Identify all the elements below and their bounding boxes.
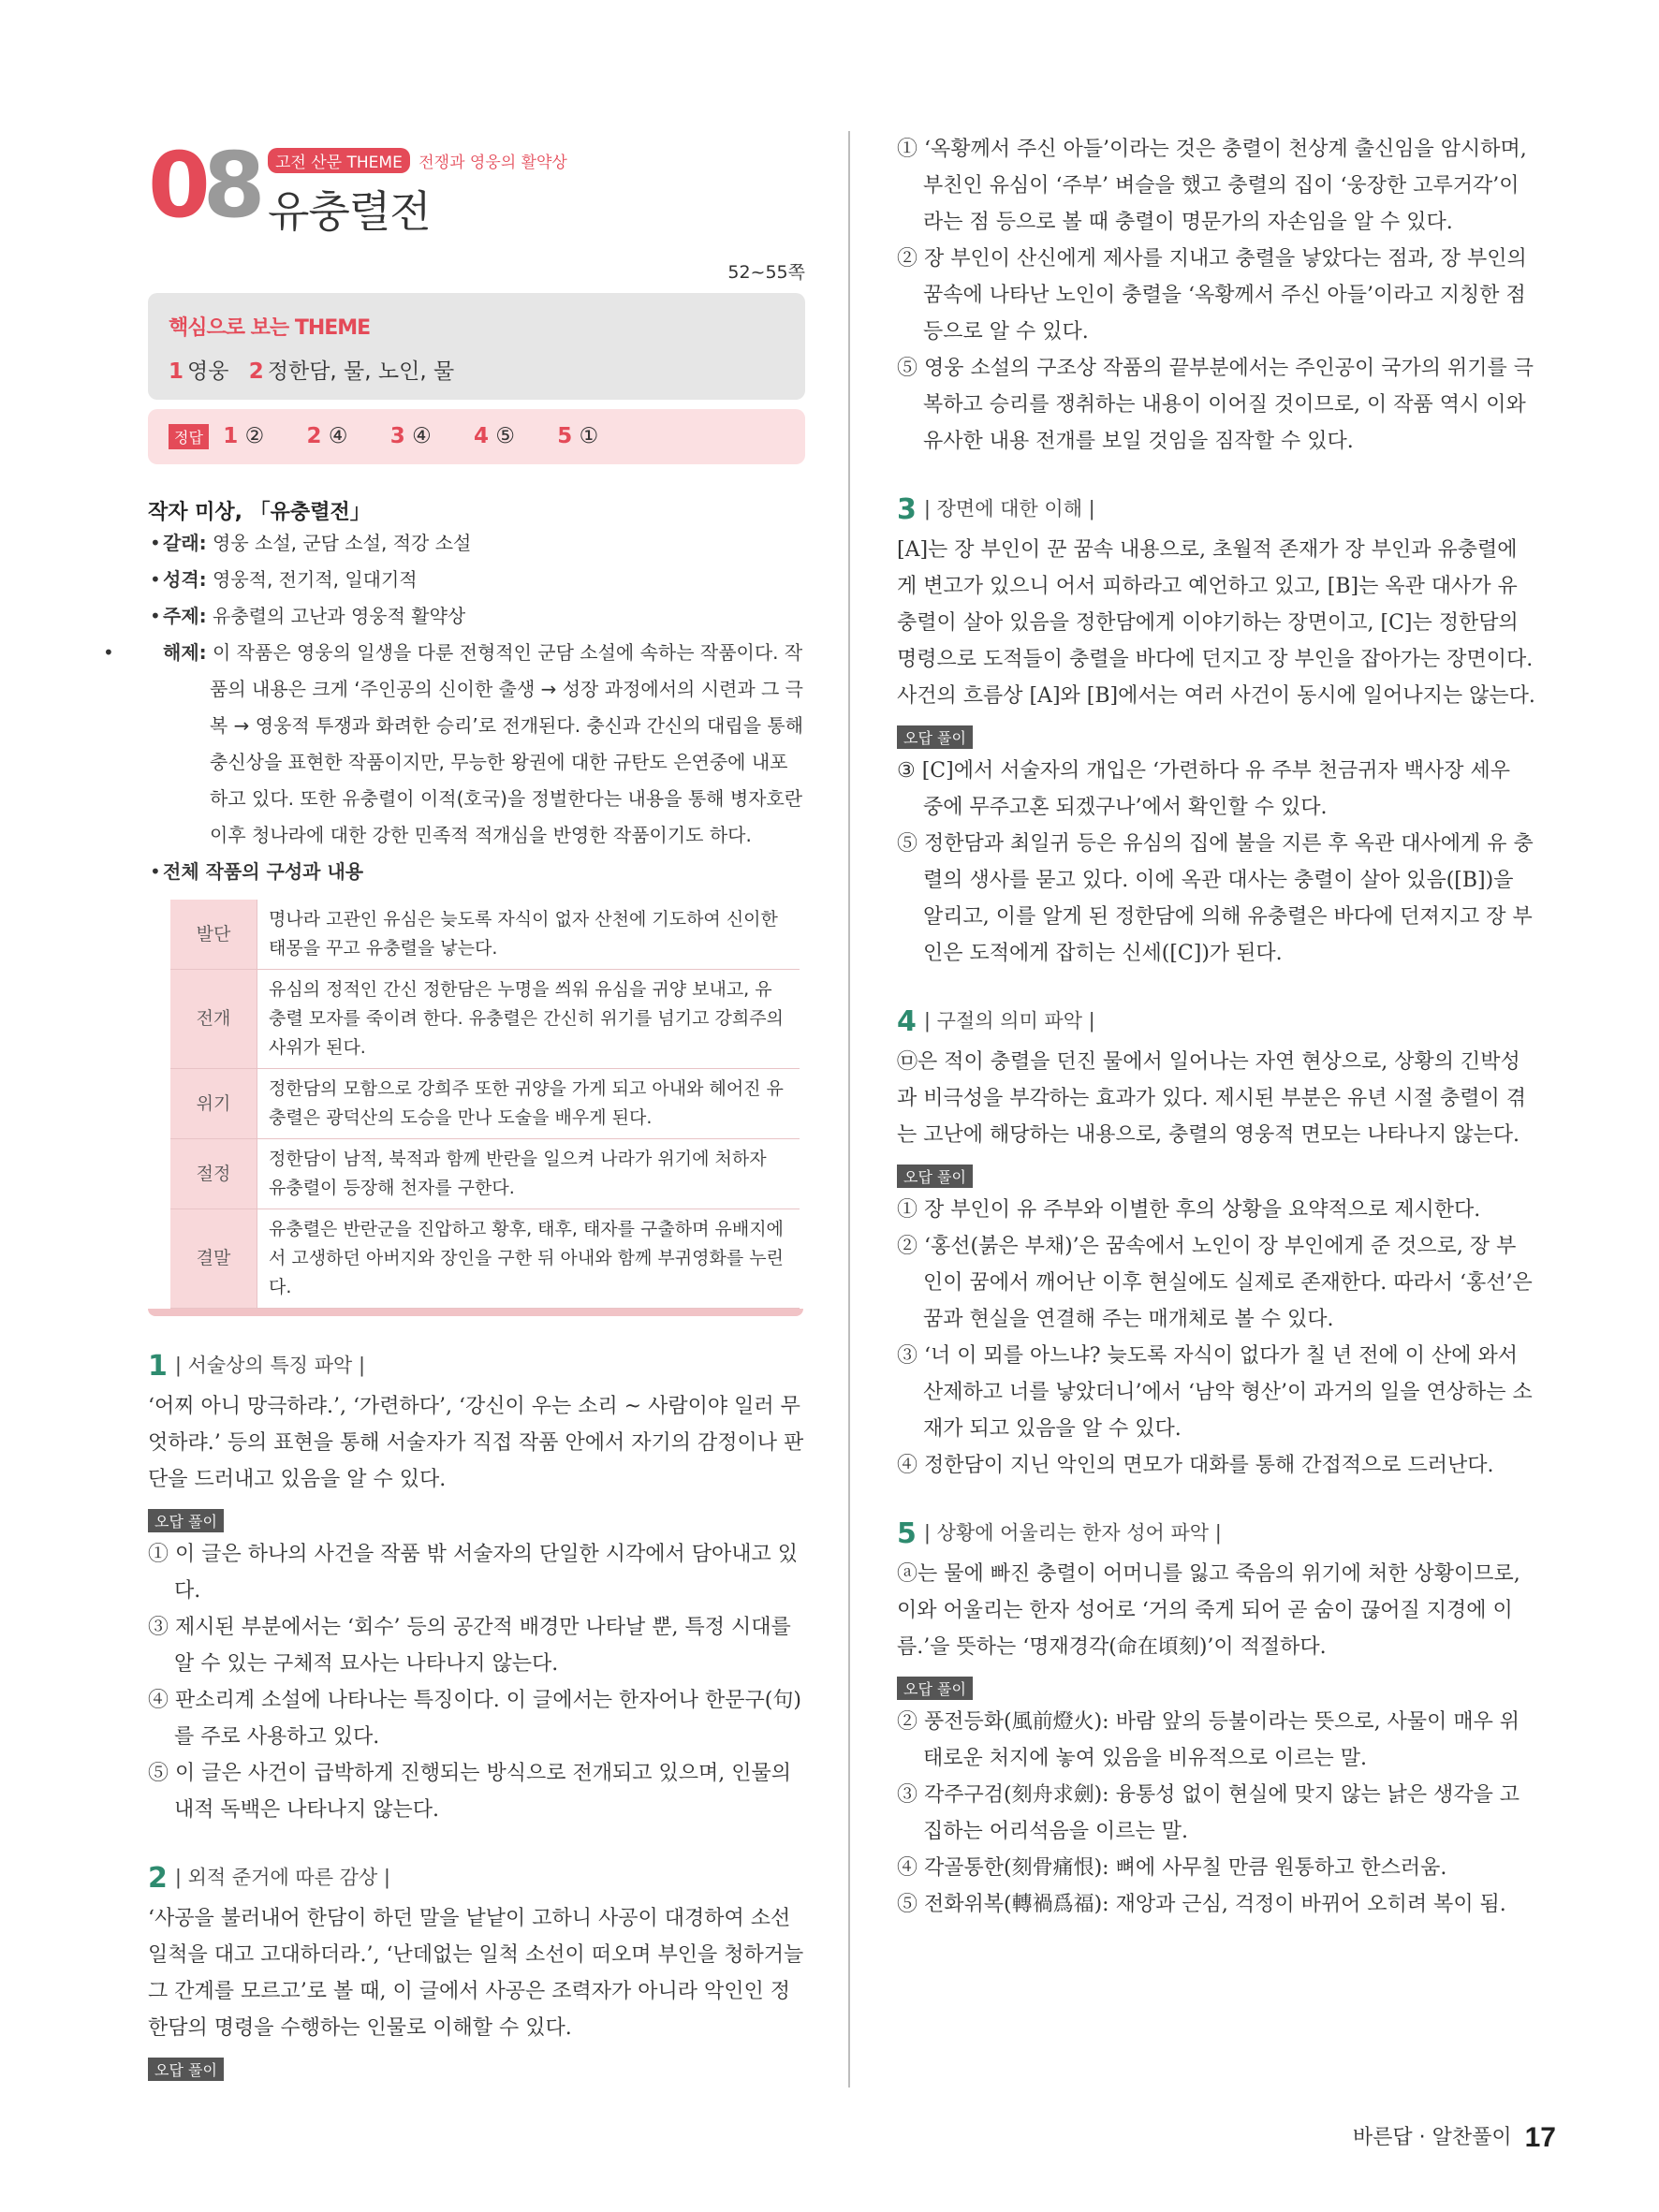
key-item-number: 2 [248,359,264,384]
work-title: 작자 미상, 「유충렬전」 [148,501,371,524]
answer-label: 정답 [169,424,209,449]
answer-item: 4 ⑤ [474,424,515,448]
answer-item: 2 ④ [306,424,348,448]
key-item-number: 1 [169,359,184,384]
wrong-answer-tag: 오답 풀이 [148,2058,224,2081]
key-theme-items [169,354,785,385]
option-explanation: ④ 판소리계 소설에 나타나는 특징이다. 이 글에서는 한자어나 한문구(句)를 주로 사용하고 있다. [148,1689,801,1749]
theme-line: • 주제: 유충렬의 고난과 영웅적 활약상 [148,598,805,635]
question-explanation: [A]는 장 부인이 꾼 꿈속 내용으로, 초월적 존재가 장 부인과 유충렬에게 변고가 있으니 어서 피하라고 예언하고 있고, [B]는 옥관 대사가 유충렬이 살아 있음을 정한담에게 이야기하는 장면이고, [C]는 정한담의 명령으로 도적들이 충렬을 바다에 던지고 장 부인을 잡아가는 장면이다. 사건의 흐름상 [A]와 [B]에서는 여러 사건이 동시에 일어나지는 않는다. [897,538,1535,708]
option-explanation: ⑤ 영웅 소설의 구조상 작품의 끝부분에서는 주인공이 국가의 위기를 극복하고 승리를 쟁취하는 내용이 이어질 것이므로, 이 작품 역시 이와 유사한 내용 전개를 보일 것임을 짐작할 수 있다. [897,357,1534,453]
unit-header [148,133,805,253]
structure-table [170,900,800,1309]
option-explanation: ⑤ 이 글은 사건이 급박하게 진행되는 방식으로 전개되고 있으며, 인물의 내적 독백은 나타나지 않는다. [148,1762,791,1822]
page-range: 52~55쪽 [727,262,805,283]
table-row: 발단 명나라 고관인 유심은 늦도록 자식이 없자 산천에 기도하여 신이한 태몽을 꾸고 유충렬을 낳는다. [170,900,800,970]
question-4 [897,1005,1535,1484]
theme-label [268,148,567,173]
theme-text: 전쟁과 영웅의 활약상 [418,154,567,172]
question-5 [897,1517,1535,1923]
question-explanation: ‘사공을 불러내어 한담이 하던 말을 낱낱이 고하니 사공이 대경하여 소선 일척을 대고 고대하더라.’, ‘난데없는 일척 소선이 떠오며 부인을 청하거늘 그 간계를 모르고’로 볼 때, 이 글에서 사공은 조력자가 아니라 악인인 정한담의 명령을 수행하는 인물로 이해할 수 있다. [148,1907,804,2040]
key-item-text: 영웅 [187,359,229,384]
wrong-answer-tag: 오답 풀이 [897,725,973,749]
option-explanation: ② ‘홍선(붉은 부채)’은 꿈속에서 노인이 장 부인에게 준 것으로, 장 부인이 꿈에서 깨어난 이후 현실에도 실제로 존재한다. 따라서 ‘홍선’은 꿈과 현실을 연결해 주는 매개체로 볼 수 있다. [897,1235,1533,1331]
right-column [897,131,1535,1923]
wrong-answer-tag: 오답 풀이 [148,1509,224,1532]
option-explanation: ① 이 글은 하나의 사건을 작품 밖 서술자의 단일한 시각에서 담아내고 있다. [148,1543,798,1603]
option-explanation: ④ 각골통한(刻骨痛恨): 뼈에 사무칠 만큼 원통하고 한스러움. [897,1856,1447,1880]
option-explanation: ③ 각주구검(刻舟求劍): 융통성 없이 현실에 맞지 않는 낡은 생각을 고집하는 어리석음을 이르는 말. [897,1783,1520,1843]
option-explanation: ② 풍전등화(風前燈火): 바람 앞의 등불이라는 뜻으로, 사물이 매우 위태로운 처지에 놓여 있음을 비유적으로 이르는 말. [897,1710,1520,1770]
question-2 [148,1862,805,2085]
question-1 [148,1350,805,1828]
question-explanation: ‘어찌 아니 망극하랴.’, ‘가련하다’, ‘강신이 우는 소리 ~ 사람이야 일러 무엇하랴.’ 등의 표현을 통해 서술자가 직접 작품 안에서 자기의 감정이나 판단을 드러내고 있음을 알 수 있다. [148,1395,804,1491]
option-explanation: ⑤ 전화위복(轉禍爲福): 재앙과 근심, 걱정이 바뀌어 오히려 복이 됨. [897,1893,1506,1916]
question-heading: 3 | 장면에 대한 이해 | [897,493,1095,526]
option-explanation: ⑤ 정한담과 최일귀 등은 유심의 집에 불을 지른 후 옥관 대사에게 유 충렬의 생사를 묻고 있다. 이에 옥관 대사는 충렬이 살아 있음([B])을 알리고, 이를 알게 된 정한담에 의해 유충렬은 바다에 던져지고 장 부인은 도적에게 잡히는 신세([C])가 된다. [897,832,1534,965]
option-explanation: ② 장 부인이 산신에게 제사를 지내고 충렬을 낳았다는 점과, 장 부인의 꿈속에 나타난 노인이 충렬을 ‘옥황께서 주신 아들’이라고 지칭한 점 등으로 알 수 있다. [897,247,1527,344]
key-theme-heading: 핵심으로 보는 THEME [169,316,371,340]
page-footer [1353,2121,1556,2154]
page-number: 17 [1524,2122,1556,2153]
option-explanation: ③ [C]에서 서술자의 개입은 ‘가련하다 유 주부 천금귀자 백사장 세우 중에 무주고혼 되겠구나’에서 확인할 수 있다. [897,759,1510,819]
wrong-answer-tag: 오답 풀이 [897,1165,973,1188]
question-heading: 2 | 외적 준거에 따른 감상 | [148,1862,390,1895]
page-title: 유충렬전 [268,186,431,237]
table-bottom-bar [148,1309,803,1316]
key-theme-box [148,293,805,400]
left-column [148,133,805,2085]
question-explanation: ㉤은 적이 충렬을 던진 물에서 일어나는 자연 현상으로, 상황의 긴박성과 비극성을 부각하는 효과가 있다. 제시된 부분은 유년 시절 충렬이 겪는 고난에 해당하는 내용으로, 충렬의 영웅적 면모는 나타나지 않는다. [897,1050,1526,1147]
table-row: 절정 정한담이 남적, 북적과 함께 반란을 일으켜 나라가 위기에 처하자 유충렬이 등장해 천자를 구한다. [170,1139,800,1209]
nature-line: • 성격: 영웅적, 전기적, 일대기적 [148,562,805,598]
option-explanation: ③ ‘너 이 뫼를 아느냐? 늦도록 자식이 없다가 칠 년 전에 이 산에 와서 산제하고 너를 낳았더니’에서 ‘남악 형산’이 과거의 일을 연상하는 소재가 되고 있음을 알 수 있다. [897,1344,1533,1441]
genre-line: • 갈래: 영웅 소설, 군담 소설, 적강 소설 [148,525,805,562]
structure-heading: • 전체 작품의 구성과 내용 [148,854,805,890]
table-row: 결말 유충렬은 반란군을 진압하고 황후, 태후, 태자를 구출하며 유배지에서 고생하던 아버지와 장인을 구한 뒤 아내와 함께 부귀영화를 누린다. [170,1209,800,1309]
explain-line: • 해제: 이 작품은 영웅의 일생을 다룬 전형적인 군담 소설에 속하는 작품이다. 작품의 내용은 크게 ‘주인공의 신이한 출생 → 성장 과정에서의 시련과 그 극복 → 영웅적 투쟁과 화려한 승리’로 전개된다. 충신과 간신의 대립을 통해 충신상을 표현한 작품이지만, 무능한 왕권에 대한 규탄도 은연중에 내포하고 있다. 또한 유충렬이 이적(호국)을 정벌한다는 내용을 통해 병자호란 이후 청나라에 대한 강한 민족적 적개심을 반영한 작품이기도 하다. [148,635,805,854]
answer-item: 1 ② [223,424,265,448]
question-heading: 1 | 서술상의 특징 파악 | [148,1350,366,1383]
option-explanation: ① 장 부인이 유 주부와 이별한 후의 상황을 요약적으로 제시한다. [897,1198,1481,1222]
unit-number-first-digit: 0 [148,133,203,238]
theme-badge: 고전 산문 THEME [268,148,410,173]
option-explanation: ④ 정한담이 지닌 악인의 면모가 대화를 통해 간접적으로 드러난다. [897,1454,1494,1477]
answer-box [148,409,805,464]
answer-item: 5 ① [557,424,599,448]
unit-number [148,133,258,238]
option-explanation: ③ 제시된 부분에서는 ‘회수’ 등의 공간적 배경만 나타날 뿐, 특정 시대를 알 수 있는 구체적 묘사는 나타나지 않는다. [148,1616,791,1676]
column-divider [848,131,850,2087]
table-row: 위기 정한담의 모함으로 강희주 또한 귀양을 가게 되고 아내와 헤어진 유충렬은 광덕산의 도승을 만나 도술을 배우게 된다. [170,1069,800,1139]
book-name: 바른답 · 알찬풀이 [1352,2126,1512,2149]
unit-number-second-digit: 8 [202,133,258,238]
question-heading: 5 | 상황에 어울리는 한자 성어 파악 | [897,1517,1222,1550]
table-row: 전개 유심의 정적인 간신 정한담은 누명을 씌워 유심을 귀양 보내고, 유충렬 모자를 죽이려 한다. 유충렬은 간신히 위기를 넘기고 강희주의 사위가 된다. [170,970,800,1069]
key-item-text: 정한담, 물, 노인, 물 [267,359,455,384]
option-explanation: ① ‘옥황께서 주신 아들’이라는 것은 충렬이 천상계 출신임을 암시하며, 부친인 유심이 ‘주부’ 벼슬을 했고 충렬의 집이 ‘웅장한 고루거각’이라는 점 등으로 볼 때 충렬이 명문가의 자손임을 알 수 있다. [897,138,1527,234]
wrong-answer-tag: 오답 풀이 [897,1677,973,1700]
question-heading: 4 | 구절의 의미 파악 | [897,1005,1095,1038]
question-3 [897,493,1535,972]
question-explanation: ⓐ는 물에 빠진 충렬이 어머니를 잃고 죽음의 위기에 처한 상황이므로, 이와 어울리는 한자 성어로 ‘거의 죽게 되어 곧 숨이 끊어질 지경에 이름.’을 뜻하는 ‘명재경각(命在頃刻)’이 적절하다. [897,1562,1520,1659]
answer-item: 3 ④ [389,424,432,448]
